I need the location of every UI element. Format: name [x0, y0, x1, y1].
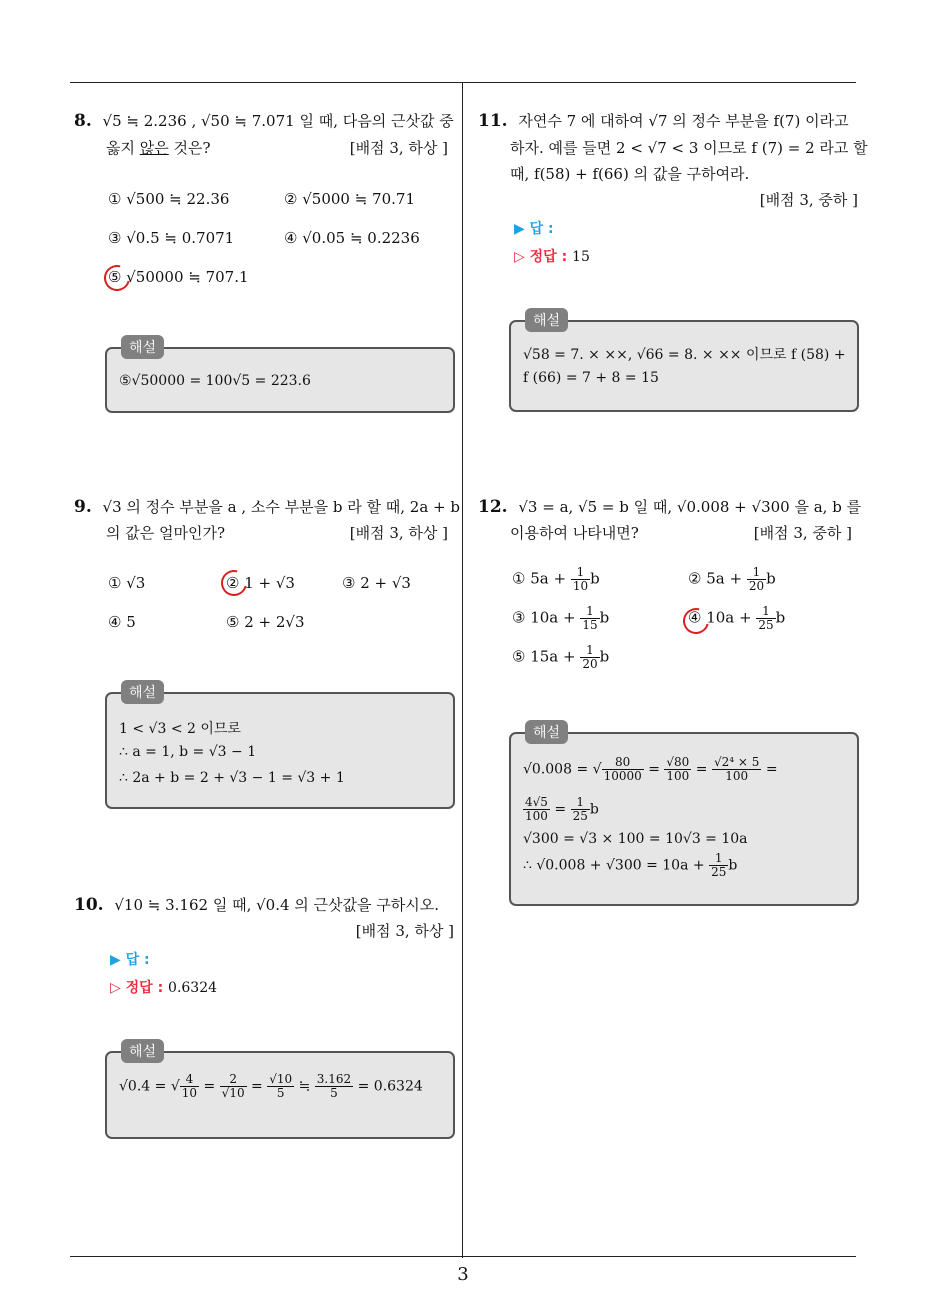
q10-eq-1: =	[199, 1078, 220, 1095]
q10-frac-1-num: 4	[180, 1073, 199, 1087]
q9-solution-line-1: 1 < √3 < 2 이므로	[119, 721, 241, 737]
q12-s2-frac-1-den: 100	[525, 809, 548, 823]
q12-choice-3[interactable]	[512, 605, 609, 632]
q10-frac-4	[315, 1073, 353, 1100]
q12-c2-den: 20	[748, 579, 765, 593]
q12-c1-text: ① 5a +	[512, 569, 571, 588]
q11-line1	[478, 110, 849, 131]
q12-c2-num: 1	[747, 566, 766, 580]
q12-solution-box	[509, 725, 859, 906]
q12-s4-num: 1	[709, 852, 728, 866]
q11-solution-tag: 해설	[525, 308, 568, 332]
q10-text1: √10 ≒ 3.162 일 때, √0.4 의 근삿값을 구하시오.	[114, 896, 439, 914]
q12-s1-frac-1-den: 10000	[603, 769, 642, 783]
q11-solution-line-1: √58 = 7. × ××, √66 = 8. × ×× 이므로 f (58) +	[523, 347, 846, 363]
q12-c4-frac	[756, 605, 775, 632]
q12-choice-5[interactable]	[512, 644, 609, 671]
q10-number: 10.	[74, 895, 104, 915]
q12-c1-num: 1	[571, 566, 590, 580]
q12-s4-frac	[709, 852, 728, 879]
q12-c4-num: 1	[756, 605, 775, 619]
q9-line2: 의 값은 얼마인가?	[106, 524, 226, 542]
column-divider	[462, 83, 463, 1258]
q8-answer-circle	[99, 260, 135, 296]
q11-line2: 하자. 예를 들면 2 < √7 < 3 이므로 f (7) = 2 라고 할	[510, 139, 868, 157]
q12-s1-eq-2: =	[691, 761, 712, 778]
bottom-rule	[70, 1256, 856, 1257]
q10-eq-2: =	[246, 1078, 268, 1095]
q11-correct-answer	[514, 246, 590, 266]
q8-choice-3[interactable]: ③ √0.5 ≒ 0.7071	[108, 229, 235, 247]
q12-s4-start: ∴ √0.008 + √300 = 10a +	[523, 857, 710, 874]
q12-solution-line-2	[523, 796, 599, 823]
q11-number: 11.	[478, 111, 508, 131]
q11-solution-box	[509, 313, 859, 412]
q12-c2-var: b	[766, 569, 776, 588]
q12-s1-start: √0.008 = √	[523, 761, 602, 778]
q12-text1: √3 = a, √5 = b 일 때, √0.008 + √300 을 a, b 를	[518, 498, 862, 516]
q12-line1	[478, 496, 861, 517]
q12-s4-den: 25	[711, 865, 727, 879]
q8-choice-4[interactable]: ④ √0.05 ≒ 0.2236	[284, 229, 420, 247]
q11-text1: 자연수 7 에 대하여 √7 의 정수 부분을 f(7) 이라고	[518, 112, 849, 130]
q12-c2-frac	[747, 566, 766, 593]
q12-meta: [배점 3, 중하 ]	[753, 524, 852, 542]
q12-c3-frac	[580, 605, 599, 632]
q10-eq-3: ≒	[294, 1078, 315, 1095]
q12-s2-eq: =	[549, 801, 571, 818]
q9-solution-box	[105, 685, 455, 809]
q12-line2: 이용하여 나타내면?	[510, 524, 639, 542]
q9-choice-1[interactable]: ① √3	[108, 574, 146, 592]
q12-s4-var: b	[728, 857, 738, 874]
q12-c5-frac	[580, 644, 599, 671]
q12-s2-frac-2	[571, 796, 590, 823]
q12-s2-frac-2-den: 25	[572, 809, 588, 823]
q12-choice-2[interactable]	[688, 566, 776, 593]
q8-choice-5[interactable]: ⑤ √50000 ≒ 707.1	[108, 268, 249, 286]
q9-choice-4[interactable]: ④ 5	[108, 613, 136, 631]
q10-frac-4-den: 5	[330, 1086, 338, 1100]
q10-frac-1-den: 10	[181, 1086, 198, 1100]
q8-choice-2[interactable]: ② √5000 ≒ 70.71	[284, 190, 415, 208]
q12-solution-line-3: √300 = √3 × 100 = 10√3 = 10a	[523, 831, 748, 847]
q10-solution-tag: 해설	[121, 1039, 164, 1063]
q12-s1-frac-3	[712, 756, 761, 783]
q12-solution-line-1	[523, 756, 778, 783]
q8-text1: √5 ≒ 2.236 , √50 ≒ 7.071 일 때, 다음의 근삿값 중	[102, 112, 454, 130]
q8-text2-underline: 않은	[139, 139, 169, 157]
page-number: 3	[457, 1264, 469, 1285]
q12-c5-text: ⑤ 15a +	[512, 647, 581, 666]
q12-c1-var: b	[590, 569, 600, 588]
q10-frac-2-num: 2	[220, 1073, 247, 1087]
q9-choice-3[interactable]: ③ 2 + √3	[342, 574, 411, 592]
q8-line1	[74, 110, 454, 131]
q10-frac-3-den: 5	[276, 1086, 285, 1100]
q12-c5-den: 20	[582, 657, 598, 671]
q12-s2-frac-2-num: 1	[571, 796, 590, 810]
q12-c3-var: b	[599, 608, 610, 627]
q9-choice-2[interactable]: ② 1 + √3	[226, 574, 295, 592]
q12-c3-num: 1	[580, 605, 599, 619]
q12-s1-frac-2-num: √80	[666, 755, 690, 769]
q12-c4-var: b	[775, 608, 786, 627]
q12-c3-den: 15	[582, 618, 598, 632]
q10-correct-value: 0.6324	[168, 980, 218, 996]
q10-sol-start: √0.4 = √	[119, 1078, 180, 1095]
q9-choice-5[interactable]: ⑤ 2 + 2√3	[226, 613, 305, 631]
q8-solution-box	[105, 340, 455, 413]
q12-c5-num: 1	[580, 644, 599, 658]
q8-choice-1[interactable]: ① √500 ≒ 22.36	[108, 190, 230, 208]
q11-correct-label: ▷ 정답 :	[514, 249, 568, 265]
q10-meta: [배점 3, 하상 ]	[355, 922, 454, 940]
q12-s1-eq-1: =	[643, 761, 665, 778]
q8-text2a: 옳지	[106, 139, 140, 157]
q12-c1-den: 10	[572, 579, 589, 593]
q10-frac-2-den: √10	[221, 1086, 245, 1100]
q10-frac-3-num: √10	[269, 1072, 293, 1086]
q11-meta: [배점 3, 중하 ]	[759, 191, 858, 209]
q12-s1-frac-1-num: 80	[602, 756, 644, 770]
q11-line3: 때, f(58) + f(66) 의 값을 구하여라.	[510, 165, 750, 183]
q8-number: 8.	[74, 111, 92, 131]
q12-c1-frac	[571, 566, 590, 593]
q12-s1-frac-2	[664, 756, 691, 783]
q12-s2-frac-1-num: 4√5	[525, 795, 548, 809]
q10-sol-end: = 0.6324	[353, 1078, 423, 1095]
q8-text2b: 것은?	[168, 139, 211, 157]
q12-c3-text: ③ 10a +	[512, 608, 581, 627]
q12-solution-tag: 해설	[525, 720, 568, 744]
q12-choice-1[interactable]	[512, 566, 600, 593]
q10-correct-answer	[110, 977, 217, 997]
q9-line1	[74, 496, 460, 517]
q10-line1	[74, 894, 439, 915]
q12-c4-text: ④ 10a +	[688, 608, 757, 627]
q9-solution-line-2: ∴ a = 1, b = √3 − 1	[119, 744, 257, 760]
q10-frac-2	[220, 1073, 247, 1100]
q11-correct-value: 15	[572, 249, 590, 265]
q10-frac-1	[180, 1073, 199, 1100]
q12-s1-end: =	[761, 761, 778, 778]
q12-c4-den: 25	[758, 618, 774, 632]
q11-solution-line-2: f (66) = 7 + 8 = 15	[523, 370, 659, 386]
q12-solution-line-4	[523, 852, 737, 879]
q9-text1: √3 의 정수 부분을 a , 소수 부분을 b 라 할 때, 2a + b	[102, 498, 460, 516]
top-rule	[70, 82, 856, 83]
q10-frac-4-num: 3.162	[316, 1072, 352, 1086]
q12-c5-var: b	[599, 647, 610, 666]
q10-correct-label: ▷ 정답 :	[110, 980, 164, 996]
q8-solution-line: ⑤√50000 = 100√5 = 223.6	[119, 373, 311, 389]
q9-meta: [배점 3, 하상 ]	[349, 524, 448, 542]
q12-number: 12.	[478, 497, 508, 517]
q9-answer-circle	[216, 565, 252, 601]
q12-s2-var: b	[589, 801, 599, 818]
q10-frac-3	[267, 1073, 294, 1100]
q12-c2-text: ② 5a +	[688, 569, 747, 588]
q8-meta: [배점 3, 하상 ]	[349, 139, 448, 157]
q10-solution-line	[119, 1073, 423, 1100]
q12-s2-frac-1	[523, 796, 550, 823]
q10-solution-box	[105, 1044, 455, 1139]
q12-s1-frac-3-den: 100	[725, 769, 749, 783]
q10-answer-label[interactable]: ▶ 답 :	[110, 952, 150, 968]
q8-line2	[106, 137, 211, 158]
q8-solution-tag: 해설	[121, 335, 164, 359]
q9-solution-tag: 해설	[121, 680, 164, 704]
q12-s1-frac-2-den: 100	[666, 769, 690, 783]
q11-answer-label[interactable]: ▶ 답 :	[514, 221, 554, 237]
q12-s1-frac-3-num: √2⁴ × 5	[713, 755, 760, 769]
q9-solution-line-3: ∴ 2a + b = 2 + √3 − 1 = √3 + 1	[119, 770, 345, 786]
q12-s1-frac-1	[602, 756, 644, 783]
q9-number: 9.	[74, 497, 92, 517]
